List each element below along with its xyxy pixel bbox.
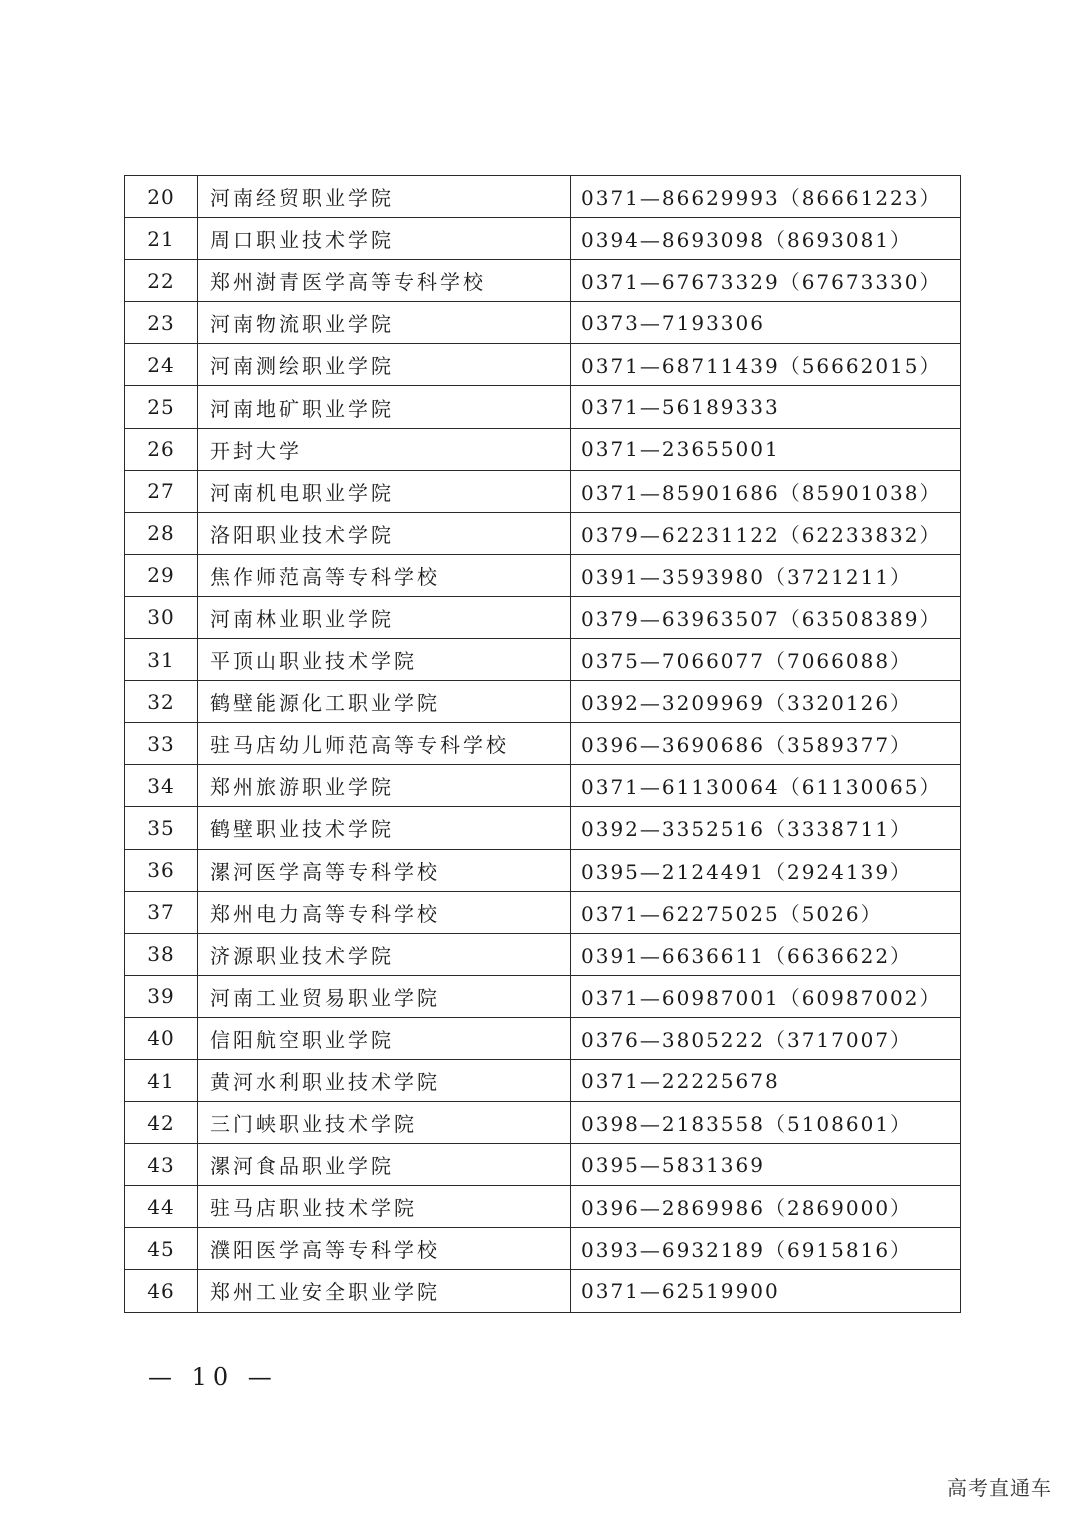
row-number-cell: 21 <box>125 218 198 260</box>
row-number-cell: 31 <box>125 639 198 681</box>
table-row <box>125 302 961 344</box>
table-row <box>125 386 961 428</box>
row-number-cell: 34 <box>125 765 198 807</box>
phone-cell: 0392—3209969（3320126） <box>571 681 961 723</box>
phone-cell: 0371—22225678 <box>571 1059 961 1101</box>
school-name-cell: 鹤壁能源化工职业学院 <box>198 681 571 723</box>
phone-cell: 0395—2124491（2924139） <box>571 849 961 891</box>
phone-cell: 0398—2183558（5108601） <box>571 1102 961 1144</box>
row-number-cell: 46 <box>125 1270 198 1312</box>
school-name-cell: 漯河食品职业学院 <box>198 1144 571 1186</box>
phone-cell: 0371—85901686（85901038） <box>571 470 961 512</box>
phone-cell: 0393—6932189（6915816） <box>571 1228 961 1270</box>
table-row <box>125 512 961 554</box>
row-number-cell: 32 <box>125 681 198 723</box>
phone-cell: 0376—3805222（3717007） <box>571 1017 961 1059</box>
phone-cell: 0392—3352516（3338711） <box>571 807 961 849</box>
row-number-cell: 40 <box>125 1017 198 1059</box>
table-row <box>125 1186 961 1228</box>
school-name-cell: 鹤壁职业技术学院 <box>198 807 571 849</box>
row-number-cell: 33 <box>125 723 198 765</box>
row-number-cell: 27 <box>125 470 198 512</box>
table-row <box>125 891 961 933</box>
table-row <box>125 176 961 218</box>
school-name-cell: 濮阳医学高等专科学校 <box>198 1228 571 1270</box>
phone-cell: 0371—56189333 <box>571 386 961 428</box>
row-number-cell: 39 <box>125 975 198 1017</box>
phone-cell: 0379—63963507（63508389） <box>571 596 961 638</box>
phone-cell: 0396—3690686（3589377） <box>571 723 961 765</box>
watermark-text: 高考直通车 <box>947 1476 1052 1500</box>
table-row <box>125 1017 961 1059</box>
school-name-cell: 河南机电职业学院 <box>198 470 571 512</box>
table-row <box>125 260 961 302</box>
table-row <box>125 1228 961 1270</box>
table-row <box>125 975 961 1017</box>
row-number-cell: 29 <box>125 554 198 596</box>
table-row <box>125 933 961 975</box>
table-row <box>125 218 961 260</box>
table-row <box>125 1270 961 1312</box>
school-name-cell: 郑州电力高等专科学校 <box>198 891 571 933</box>
row-number-cell: 38 <box>125 933 198 975</box>
school-name-cell: 驻马店幼儿师范高等专科学校 <box>198 723 571 765</box>
contact-table <box>124 175 961 1313</box>
school-name-cell: 河南地矿职业学院 <box>198 386 571 428</box>
table-row <box>125 1059 961 1101</box>
phone-cell: 0375—7066077（7066088） <box>571 639 961 681</box>
table-row <box>125 1102 961 1144</box>
phone-cell: 0371—61130064（61130065） <box>571 765 961 807</box>
phone-cell: 0373—7193306 <box>571 302 961 344</box>
row-number-cell: 36 <box>125 849 198 891</box>
row-number-cell: 20 <box>125 176 198 218</box>
row-number-cell: 44 <box>125 1186 198 1228</box>
row-number-cell: 26 <box>125 428 198 470</box>
row-number-cell: 23 <box>125 302 198 344</box>
phone-cell: 0394—8693098（8693081） <box>571 218 961 260</box>
table-row <box>125 807 961 849</box>
school-name-cell: 洛阳职业技术学院 <box>198 512 571 554</box>
phone-cell: 0371—62519900 <box>571 1270 961 1312</box>
table-row <box>125 639 961 681</box>
table-row <box>125 344 961 386</box>
school-name-cell: 开封大学 <box>198 428 571 470</box>
school-name-cell: 河南物流职业学院 <box>198 302 571 344</box>
row-number-cell: 37 <box>125 891 198 933</box>
school-name-cell: 济源职业技术学院 <box>198 933 571 975</box>
row-number-cell: 41 <box>125 1059 198 1101</box>
row-number-cell: 28 <box>125 512 198 554</box>
table-row <box>125 428 961 470</box>
table-row <box>125 596 961 638</box>
table-row <box>125 554 961 596</box>
table-row <box>125 723 961 765</box>
row-number-cell: 22 <box>125 260 198 302</box>
phone-cell: 0371—62275025（5026） <box>571 891 961 933</box>
phone-cell: 0379—62231122（62233832） <box>571 512 961 554</box>
table-row <box>125 849 961 891</box>
row-number-cell: 25 <box>125 386 198 428</box>
phone-cell: 0371—68711439（56662015） <box>571 344 961 386</box>
school-name-cell: 郑州旅游职业学院 <box>198 765 571 807</box>
table-row <box>125 1144 961 1186</box>
school-name-cell: 河南林业职业学院 <box>198 596 571 638</box>
row-number-cell: 43 <box>125 1144 198 1186</box>
table-row <box>125 681 961 723</box>
phone-cell: 0371—23655001 <box>571 428 961 470</box>
school-name-cell: 郑州澍青医学高等专科学校 <box>198 260 571 302</box>
table-row <box>125 765 961 807</box>
school-name-cell: 漯河医学高等专科学校 <box>198 849 571 891</box>
row-number-cell: 24 <box>125 344 198 386</box>
phone-cell: 0391—6636611（6636622） <box>571 933 961 975</box>
phone-cell: 0371—60987001（60987002） <box>571 975 961 1017</box>
phone-cell: 0391—3593980（3721211） <box>571 554 961 596</box>
phone-cell: 0371—67673329（67673330） <box>571 260 961 302</box>
school-name-cell: 周口职业技术学院 <box>198 218 571 260</box>
school-name-cell: 河南工业贸易职业学院 <box>198 975 571 1017</box>
school-name-cell: 三门峡职业技术学院 <box>198 1102 571 1144</box>
contact-table-body <box>125 176 961 1313</box>
page-number: — 10 — <box>148 1363 278 1391</box>
row-number-cell: 45 <box>125 1228 198 1270</box>
school-name-cell: 焦作师范高等专科学校 <box>198 554 571 596</box>
phone-cell: 0371—86629993（86661223） <box>571 176 961 218</box>
school-name-cell: 河南测绘职业学院 <box>198 344 571 386</box>
school-name-cell: 郑州工业安全职业学院 <box>198 1270 571 1312</box>
phone-cell: 0395—5831369 <box>571 1144 961 1186</box>
row-number-cell: 42 <box>125 1102 198 1144</box>
school-name-cell: 河南经贸职业学院 <box>198 176 571 218</box>
row-number-cell: 30 <box>125 596 198 638</box>
table-row <box>125 470 961 512</box>
school-name-cell: 信阳航空职业学院 <box>198 1017 571 1059</box>
school-name-cell: 平顶山职业技术学院 <box>198 639 571 681</box>
row-number-cell: 35 <box>125 807 198 849</box>
phone-cell: 0396—2869986（2869000） <box>571 1186 961 1228</box>
school-name-cell: 驻马店职业技术学院 <box>198 1186 571 1228</box>
school-name-cell: 黄河水利职业技术学院 <box>198 1059 571 1101</box>
